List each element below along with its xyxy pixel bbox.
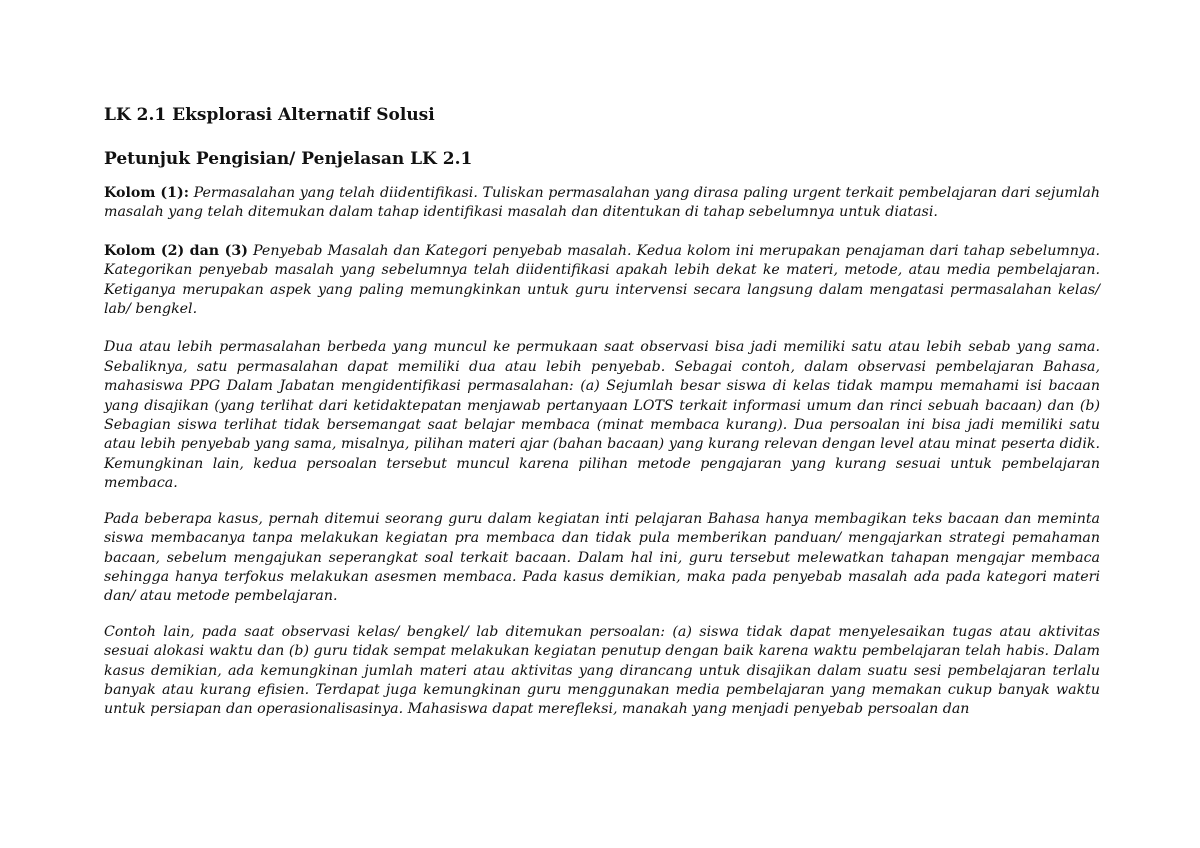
paragraph-lead: Kolom (1): — [104, 185, 189, 201]
paragraph-text: Penyebab Masalah dan Kategori penyebab masalah. Kedua kolom ini merupakan penajaman dari tahap sebelumnya. Kategorikan penyebab masalah yang sebelumnya telah diidentifikasi apakah lebih dekat ke materi, metode, atau media pembelajaran. Ketiganya merupakan aspek yang paling memungkinkan untuk guru intervensi secara langsung dalam mengatasi permasalahan kelas/ lab/ bengkel. — [104, 242, 1101, 318]
paragraph-body: Contoh lain, pada saat observasi kelas/ bengkel/ lab ditemukan persoalan: (a) siswa tidak dapat menyelesaikan tugas atau aktivitas sesuai alokasi waktu dan (b) guru tidak sempat melakukan kegiatan penutup dengan baik karena waktu pembelajaran telah habis. Dalam kasus demikian, ada kemungkinan jumlah materi atau aktivitas yang dirancang untuk disajikan dalam suatu sesi pembelajaran terlalu banyak atau kurang efisien. Terdapat juga kemungkinan guru menggunakan media pembelajaran yang memakan cukup banyak waktu untuk persiapan dan operasionalisasinya. Mahasiswa dapat merefleksi, manakah yang menjadi penyebab persoalan dan — [104, 623, 1100, 718]
paragraph-kolom-1 — [104, 184, 1100, 223]
paragraph-kolom-2-3 — [104, 242, 1100, 320]
document-page — [104, 102, 1100, 720]
paragraph-text: Permasalahan yang telah diidentifikasi. Tuliskan permasalahan yang dirasa paling urgent terkait pembelajaran dari sejumlah masalah yang telah ditemukan dalam tahap identifikasi masalah dan ditentukan di tahap sebelumnya untuk diatasi. — [104, 185, 1100, 221]
document-title: LK 2.1 Eksplorasi Alternatif Solusi — [104, 105, 435, 125]
paragraph-body: Pada beberapa kasus, pernah ditemui seorang guru dalam kegiatan inti pelajaran Bahasa hanya membagikan teks bacaan dan meminta siswa membacanya tanpa melakukan kegiatan pra membaca dan tidak pula memberikan panduan/ mengajarkan strategi pemahaman bacaan, sebelum mengajukan seperangkat soal terkait bacaan. Dalam hal ini, guru tersebut melewatkan tahapan mengajar membaca sehingga hanya terfokus melakukan asesmen membaca. Pada kasus demikian, maka pada penyebab masalah ada pada kategori materi dan/ atau metode pembelajaran. — [104, 510, 1100, 605]
paragraph-body: Dua atau lebih permasalahan berbeda yang muncul ke permukaan saat observasi bisa jadi memiliki satu atau lebih sebab yang sama. Sebaliknya, satu permasalahan dapat memiliki dua atau lebih penyebab. Sebagai contoh, dalam observasi pembelajaran Bahasa, mahasiswa PPG Dalam Jabatan mengidentifikasi permasalahan: (a) Sejumlah besar siswa di kelas tidak mampu memahami isi bacaan yang disajikan (yang terlihat dari ketidaktepatan menjawab pertanyaan LOTS terkait informasi umum dan rinci sebuah bacaan) dan (b) Sebagian siswa terlihat tidak bersemangat saat belajar membaca (minat membaca kurang). Dua persoalan ini bisa jadi memiliki satu atau lebih penyebab yang sama, misalnya, pilihan materi ajar (bahan bacaan) yang kurang relevan dengan level atau minat peserta didik. Kemungkinan lain, kedua persoalan tersebut muncul karena pilihan metode pengajaran yang kurang sesuai untuk pembelajaran membaca. — [104, 339, 1100, 492]
paragraph-lead: Kolom (2) dan (3) — [104, 242, 248, 259]
document-subtitle: Petunjuk Pengisian/ Penjelasan LK 2.1 — [104, 149, 473, 169]
